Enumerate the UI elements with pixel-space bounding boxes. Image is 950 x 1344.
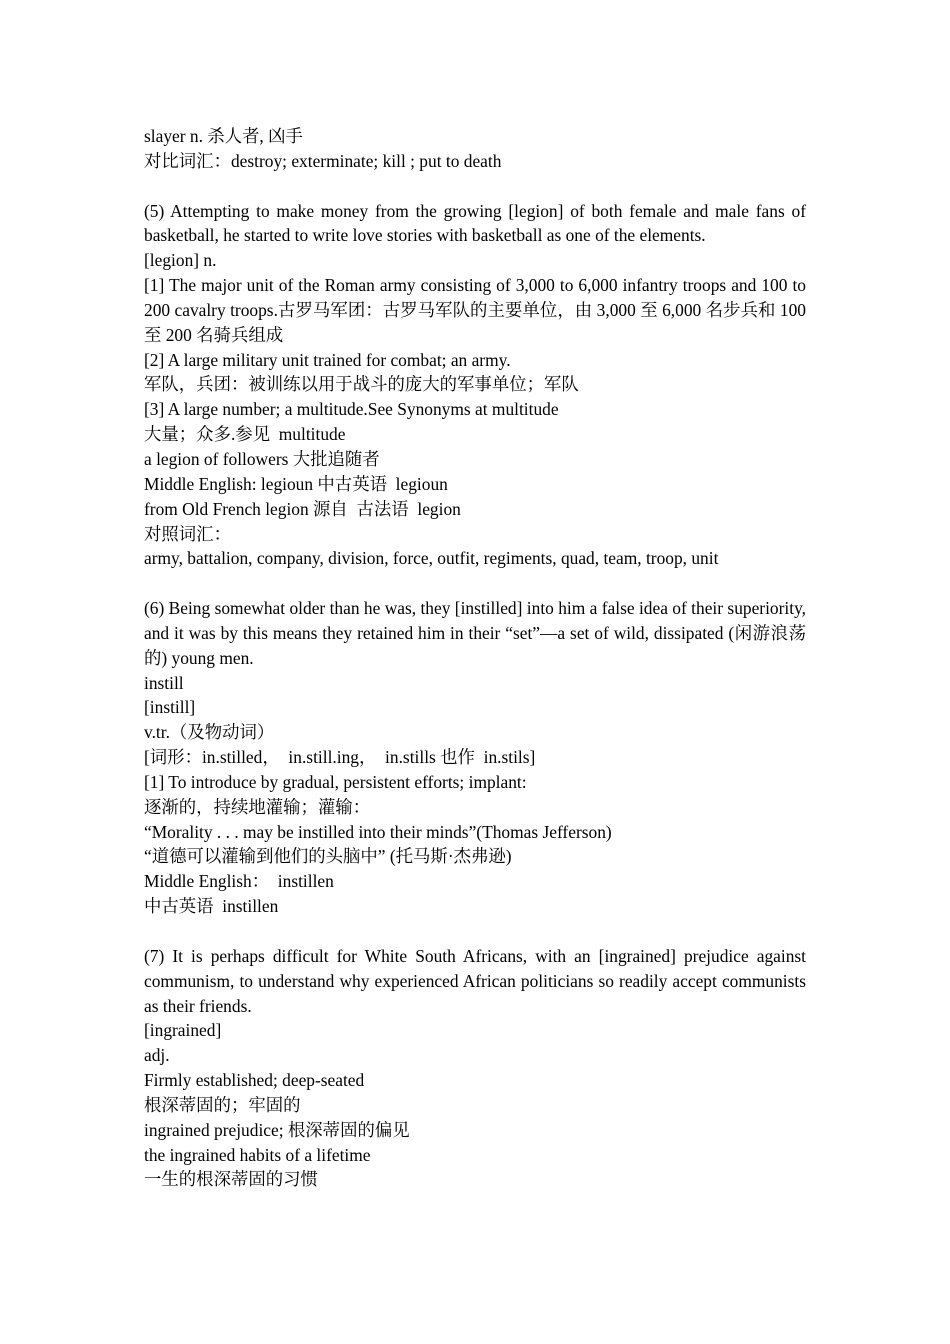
example-sentence: (5) Attempting to make money from the growing [legion] of both female and male fans of basketball, he started to write love stories with basketball as one of the elements. <box>144 200 806 246</box>
text-line: Middle English： instillen <box>144 871 334 892</box>
text-line: [1] To introduce by gradual, persistent efforts; implant: <box>144 771 527 792</box>
entry-ingrained <box>144 944 806 1192</box>
headword: instill <box>144 672 184 693</box>
example-sentence: (7) It is perhaps difficult for White South Africans, with an [ingrained] prejudice against communism, to understand why experienced African politicians so readily accept communists as their friends. <box>144 945 806 1016</box>
text-line: “Morality . . . may be instilled into their minds”(Thomas Jefferson) <box>144 821 612 842</box>
text-line: ingrained prejudice; 根深蒂固的偏见 <box>144 1119 410 1140</box>
text-line: Firmly established; deep-seated <box>144 1070 365 1091</box>
text-line: [3] A large number; a multitude.See Synonyms at multitude <box>144 399 559 420</box>
text-line: Middle English: legioun 中古英语 legioun <box>144 473 448 494</box>
text-line: 一生的根深蒂固的习惯 <box>144 1169 318 1190</box>
text-line: [instill] <box>144 697 196 718</box>
text-line: [2] A large military unit trained for combat; an army. <box>144 349 511 370</box>
text-line: 大量；众多.参见 multitude <box>144 424 346 445</box>
entry-legion <box>144 199 806 572</box>
entry-slayer <box>144 124 806 174</box>
headword: [legion] n. <box>144 250 217 271</box>
headword: [ingrained] <box>144 1020 222 1041</box>
example-sentence: (6) Being somewhat older than he was, they [instilled] into him a false idea of their superiority, and it was by this means they retained him in their “set”—a set of wild, dissipated (闲游浪荡的) young men. <box>144 598 806 668</box>
text-line: 逐渐的，持续地灌输；灌输： <box>144 796 371 817</box>
text-line: [词形：in.stilled， in.still.ing， in.stills 也作 in.stils] <box>144 747 536 768</box>
text-line: 中古英语 instillen <box>144 896 279 917</box>
text-line: v.tr.（及物动词） <box>144 722 275 743</box>
blank-line <box>144 919 806 944</box>
text-line: 对照词汇： <box>144 523 231 544</box>
text-line: adj. <box>144 1045 170 1066</box>
text-line: a legion of followers 大批追随者 <box>144 448 380 469</box>
blank-line <box>144 571 806 596</box>
text-line: army, battalion, company, division, force, outfit, regiments, quad, team, troop, unit <box>144 548 719 569</box>
definition: [1] The major unit of the Roman army consisting of 3,000 to 6,000 infantry troops and 100 to 200 cavalry troops.古罗马军团：古罗马军队的主要单位，由 3,000 至 6,000 名步兵和 100 至 200 名骑兵组成 <box>144 275 806 345</box>
blank-line <box>144 174 806 199</box>
text-line: 军队，兵团：被训练以用于战斗的庞大的军事单位；军队 <box>144 374 579 395</box>
entry-instill <box>144 596 806 919</box>
text-line: slayer n. 杀人者, 凶手 <box>144 126 303 146</box>
text-line: “道德可以灌输到他们的头脑中” (托马斯·杰弗逊) <box>144 846 512 867</box>
text-line: the ingrained habits of a lifetime <box>144 1144 371 1165</box>
text-line: from Old French legion 源自 古法语 legion <box>144 498 461 519</box>
document-page <box>144 124 806 1192</box>
text-line: 对比词汇：destroy; exterminate; kill ; put to death <box>144 150 502 171</box>
text-line: 根深蒂固的；牢固的 <box>144 1094 301 1115</box>
